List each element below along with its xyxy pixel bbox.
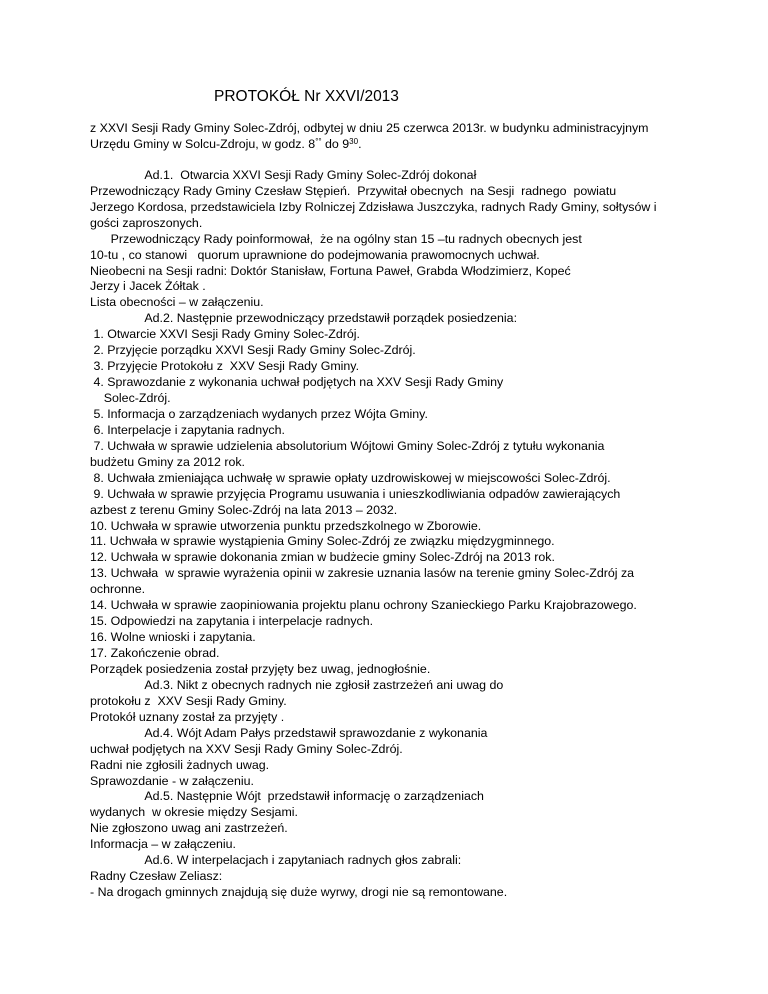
intro-text: do 9: [321, 136, 350, 151]
protocol-line: Nie zgłoszono uwag ani zastrzeżeń.: [90, 821, 288, 836]
document-body: [90, 121, 690, 901]
protocol-line: wydanych w okresie między Sesjami.: [90, 805, 298, 820]
protocol-line: budżetu Gminy za 2012 rok.: [90, 454, 245, 469]
protocol-line: 8. Uchwała zmieniająca uchwałę w sprawie opłaty uzdrowiskowej w miejscowości Solec-Zdrój.: [90, 470, 611, 485]
protocol-line: 4. Sprawozdanie z wykonania uchwał podjętych na XXV Sesji Rady Gminy: [90, 375, 504, 390]
protocol-line: 12. Uchwała w sprawie dokonania zmian w budżecie gminy Solec-Zdrój na 2013 rok.: [90, 550, 555, 565]
protocol-line: 1. Otwarcie XXVI Sesji Rady Gminy Solec-Zdrój.: [90, 327, 360, 342]
intro-line: [90, 137, 690, 153]
protocol-line: Nieobecni na Sesji radni: Doktór Stanisław, Fortuna Paweł, Grabda Włodzimierz, Kopeć: [90, 263, 571, 278]
document-title: PROTOKÓŁ Nr XXVI/2013: [214, 88, 399, 105]
protocol-line: Ad.6. W interpelacjach i zapytaniach radnych głos zabrali:: [90, 853, 462, 868]
protocol-line: Porządek posiedzenia został przyjęty bez uwag, jednogłośnie.: [90, 661, 431, 676]
protocol-line: 15. Odpowiedzi na zapytania i interpelacje radnych.: [90, 614, 374, 629]
protocol-line: 11. Uchwała w sprawie wystąpienia Gminy Solec-Zdrój ze związku międzygminnego.: [90, 534, 555, 549]
protocol-lines: [90, 168, 690, 901]
protocol-line: 17. Zakończenie obrad.: [90, 646, 220, 660]
protocol-line: 10. Uchwała w sprawie utworzenia punktu przedszkolnego w Zborowie.: [90, 518, 482, 533]
protocol-line: Przewodniczący Rady Gminy Czesław Stępień. Przywitał obecnych na Sesji radnego powiatu: [90, 183, 617, 198]
start-time-superscript: °°: [315, 136, 322, 146]
protocol-line: azbest z terenu Gminy Solec-Zdrój na lata 2013 – 2032.: [90, 502, 398, 517]
protocol-line: 14. Uchwała w sprawie zaopiniowania projektu planu ochrony Szanieckiego Parku Krajobrazowego.: [90, 598, 637, 613]
protocol-line: 10-tu , co stanowi quorum uprawnione do podejmowania prawomocnych uchwał.: [90, 247, 540, 262]
protocol-line: Ad.3. Nikt z obecnych radnych nie zgłosił zastrzeżeń ani uwag do: [90, 677, 504, 692]
protocol-line: Ad.1. Otwarcia XXVI Sesji Rady Gminy Solec-Zdrój dokonał: [90, 167, 477, 182]
protocol-line: Jerzego Kordosa, przedstawiciela Izby Rolniczej Zdzisława Juszczyka, radnych Rady Gminy, sołtysów i: [90, 199, 657, 214]
intro-text: .: [358, 136, 362, 151]
protocol-line: Sprawozdanie - w załączeniu.: [90, 773, 254, 788]
protocol-line: uchwał podjętych na XXV Sesji Rady Gminy Solec-Zdrój.: [90, 741, 403, 756]
protocol-line: ochronne.: [90, 582, 146, 597]
protocol-line: gości zaproszonych.: [90, 215, 203, 230]
protocol-line: 3. Przyjęcie Protokołu z XXV Sesji Rady Gminy.: [90, 359, 360, 374]
protocol-line: 7. Uchwała w sprawie udzielenia absolutorium Wójtowi Gminy Solec-Zdrój z tytułu wykonania: [90, 438, 605, 453]
paragraph-gap: [90, 153, 690, 168]
protocol-line: 6. Interpelacje i zapytania radnych.: [90, 422, 285, 437]
protocol-line: Informacja – w załączeniu.: [90, 837, 237, 852]
protocol-line: 5. Informacja o zarządzeniach wydanych przez Wójta Gminy.: [90, 406, 428, 421]
intro-line: z XXVI Sesji Rady Gminy Solec-Zdrój, odbytej w dniu 25 czerwca 2013r. w budynku administracyjnym: [90, 121, 649, 135]
protocol-line: 13. Uchwała w sprawie wyrażenia opinii w zakresie uznania lasów na terenie gminy Solec-Zdrój za: [90, 566, 635, 581]
protocol-line: 16. Wolne wnioski i zapytania.: [90, 630, 256, 645]
protocol-line: Radny Czesław Zeliasz:: [90, 869, 223, 884]
protocol-line: 2. Przyjęcie porządku XXVI Sesji Rady Gminy Solec-Zdrój.: [90, 343, 416, 358]
protocol-line: Lista obecności – w załączeniu.: [90, 295, 264, 310]
protocol-line: Przewodniczący Rady poinformował, że na ogólny stan 15 –tu radnych obecnych jest: [90, 231, 582, 246]
protocol-line: 9. Uchwała w sprawie przyjęcia Programu usuwania i unieszkodliwiania odpadów zawierających: [90, 486, 621, 501]
protocol-line: Protokół uznany został za przyjęty .: [90, 709, 285, 724]
protocol-line: Ad.5. Następnie Wójt przedstawił informację o zarządzeniach: [90, 789, 484, 804]
protocol-line: Jerzy i Jacek Żółtak .: [90, 279, 206, 294]
intro-text: Urzędu Gminy w Solcu-Zdroju, w godz. 8: [90, 136, 316, 151]
protocol-line: Ad.2. Następnie przewodniczący przedstawił porządek posiedzenia:: [90, 311, 518, 326]
protocol-line: Radni nie zgłosili żadnych uwag.: [90, 757, 270, 772]
protocol-line: Solec-Zdrój.: [90, 391, 171, 405]
protocol-line: protokołu z XXV Sesji Rady Gminy.: [90, 693, 287, 708]
protocol-line: Ad.4. Wójt Adam Pałys przedstawił sprawozdanie z wykonania: [90, 725, 488, 740]
end-time-superscript: 30: [349, 136, 359, 146]
protocol-line: - Na drogach gminnych znajdują się duże wyrwy, drogi nie są remontowane.: [90, 885, 508, 900]
